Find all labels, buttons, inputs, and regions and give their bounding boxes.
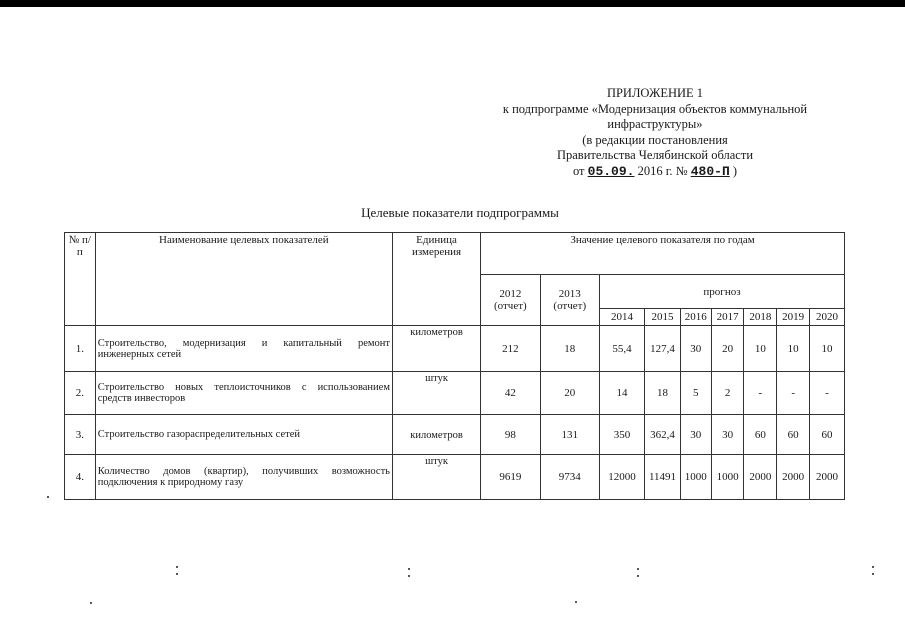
row-2013: 131 bbox=[540, 415, 599, 455]
row-2019: 60 bbox=[777, 415, 810, 455]
row-num: 3. bbox=[65, 415, 96, 455]
appendix-header bbox=[455, 86, 855, 179]
row-2018: 60 bbox=[744, 415, 777, 455]
row-name: Строительство новых теплоисточников с использованием средств инвесторов bbox=[95, 372, 392, 415]
row-2015: 362,4 bbox=[645, 415, 681, 455]
row-2016: 1000 bbox=[680, 455, 711, 500]
scan-speck bbox=[575, 601, 577, 603]
scan-speck bbox=[637, 568, 639, 570]
row-2014: 350 bbox=[599, 415, 644, 455]
year-2016: 2016 bbox=[680, 309, 711, 326]
row-2015: 18 bbox=[645, 372, 681, 415]
row-2017: 30 bbox=[711, 415, 744, 455]
header-num: № п/п bbox=[65, 233, 96, 326]
table-row bbox=[65, 372, 845, 415]
row-2016: 30 bbox=[680, 415, 711, 455]
row-2013: 9734 bbox=[540, 455, 599, 500]
scan-top-border bbox=[0, 0, 905, 7]
row-2019: - bbox=[777, 372, 810, 415]
header-name: Наименование целевых показателей bbox=[95, 233, 392, 326]
row-name: Строительство, модернизация и капитальный ремонт инженерных сетей bbox=[95, 326, 392, 372]
table-row bbox=[65, 326, 845, 372]
table-row bbox=[65, 455, 845, 500]
row-num: 4. bbox=[65, 455, 96, 500]
row-2017: 20 bbox=[711, 326, 744, 372]
row-2018: 2000 bbox=[744, 455, 777, 500]
header-2013: 2013 (отчет) bbox=[540, 275, 599, 326]
scan-speck bbox=[176, 573, 178, 575]
row-2012: 212 bbox=[481, 326, 540, 372]
row-2018: 10 bbox=[744, 326, 777, 372]
row-2014: 14 bbox=[599, 372, 644, 415]
decree-number: 480-П bbox=[690, 163, 730, 179]
row-2013: 18 bbox=[540, 326, 599, 372]
row-unit: километров bbox=[392, 415, 480, 455]
header-2012: 2012 (отчет) bbox=[481, 275, 540, 326]
row-2020: 10 bbox=[810, 326, 845, 372]
appendix-title: ПРИЛОЖЕНИЕ 1 bbox=[606, 86, 704, 100]
date-value: 05.09. bbox=[587, 163, 635, 179]
row-name: Строительство газораспределительных сетей bbox=[95, 415, 392, 455]
row-2012: 98 bbox=[481, 415, 540, 455]
row-2012: 9619 bbox=[481, 455, 540, 500]
row-2016: 5 bbox=[680, 372, 711, 415]
scan-speck bbox=[408, 575, 410, 577]
appendix-edition-line: (в редакции постановления bbox=[582, 132, 728, 147]
scan-speck bbox=[176, 566, 178, 568]
appendix-date-line bbox=[455, 164, 855, 180]
appendix-subprogram-line-2: инфраструктуры» bbox=[607, 117, 703, 131]
date-close: ) bbox=[732, 163, 738, 178]
year-2019: 2019 bbox=[777, 309, 810, 326]
row-unit: штук bbox=[392, 372, 480, 415]
row-2017: 1000 bbox=[711, 455, 744, 500]
year-2014: 2014 bbox=[599, 309, 644, 326]
scan-speck bbox=[47, 496, 49, 498]
row-2016: 30 bbox=[680, 326, 711, 372]
year-2018: 2018 bbox=[744, 309, 777, 326]
table-caption: Целевые показатели подпрограммы bbox=[361, 205, 559, 220]
scan-speck bbox=[408, 568, 410, 570]
row-unit: штук bbox=[392, 455, 480, 500]
row-name: Количество домов (квартир), получивших возможность подключения к природному газу bbox=[95, 455, 392, 500]
header-unit: Единица измерения bbox=[392, 233, 480, 326]
row-2015: 127,4 bbox=[645, 326, 681, 372]
row-2017: 2 bbox=[711, 372, 744, 415]
year-2017: 2017 bbox=[711, 309, 744, 326]
row-2012: 42 bbox=[481, 372, 540, 415]
scan-speck bbox=[90, 602, 92, 604]
row-2014: 12000 bbox=[599, 455, 644, 500]
appendix-government-line: Правительства Челябинской области bbox=[556, 148, 754, 162]
date-year: 2016 г. № bbox=[637, 163, 688, 178]
scan-speck bbox=[872, 566, 874, 568]
header-values: Значение целевого показателя по годам bbox=[481, 233, 845, 275]
row-2015: 11491 bbox=[645, 455, 681, 500]
row-2019: 10 bbox=[777, 326, 810, 372]
row-2019: 2000 bbox=[777, 455, 810, 500]
table-row bbox=[65, 415, 845, 455]
year-2015: 2015 bbox=[645, 309, 681, 326]
scan-speck bbox=[872, 573, 874, 575]
year-2020: 2020 bbox=[810, 309, 845, 326]
scan-speck bbox=[637, 575, 639, 577]
row-unit: километров bbox=[392, 326, 480, 372]
row-2020: 2000 bbox=[810, 455, 845, 500]
appendix-subprogram-line: к подпрограмме «Модернизация объектов коммунальной bbox=[502, 101, 808, 116]
date-prefix: от bbox=[572, 163, 585, 178]
header-forecast: прогноз bbox=[599, 275, 844, 309]
row-num: 1. bbox=[65, 326, 96, 372]
row-2013: 20 bbox=[540, 372, 599, 415]
row-2018: - bbox=[744, 372, 777, 415]
row-num: 2. bbox=[65, 372, 96, 415]
row-2020: 60 bbox=[810, 415, 845, 455]
indicators-table bbox=[64, 232, 845, 500]
row-2020: - bbox=[810, 372, 845, 415]
row-2014: 55,4 bbox=[599, 326, 644, 372]
